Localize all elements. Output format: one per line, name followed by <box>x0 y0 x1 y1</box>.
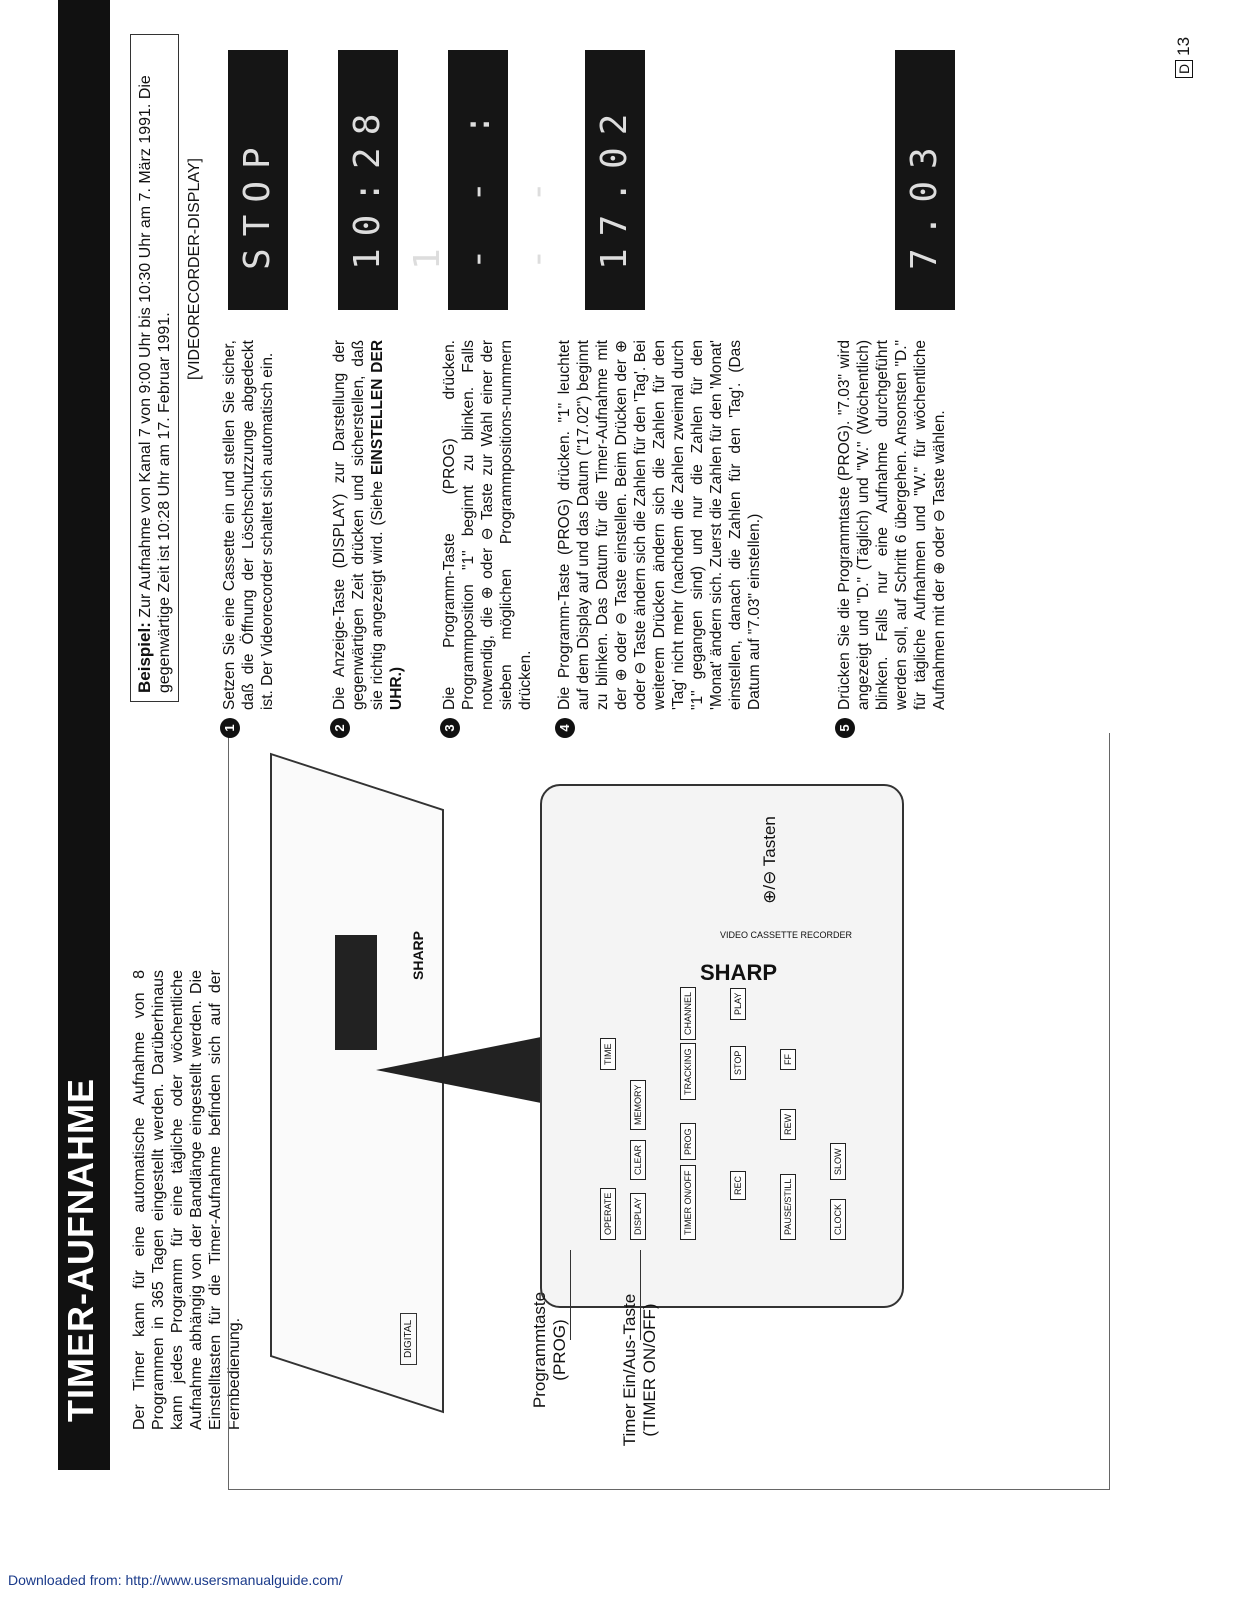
remote-btn-stop: STOP <box>730 1046 746 1080</box>
remote-btn-ff: FF <box>780 1049 796 1070</box>
remote-subtitle: VIDEO CASSETTE RECORDER <box>720 930 853 940</box>
step-number: 3 <box>440 718 460 738</box>
remote-btn-pause: PAUSE/STILL <box>780 1174 796 1240</box>
remote-btn-rec: REC <box>730 1171 746 1200</box>
step-bold-ref: EINSTELLEN DER UHR.) <box>369 339 405 710</box>
step-text: Die Anzeige-Taste (DISPLAY) zur Darstellung der gegenwärtigen Zeit drücken und sicherstellen, daß sie richtig angezeigt wird. (Siehe <box>331 340 386 710</box>
step-number: 4 <box>555 718 575 738</box>
step-text: Setzen Sie eine Cassette ein und stellen Sie sicher, daß die Öffnung der Löschschutzzunge abgedeckt ist. Der Videorecorder schaltet sich automatisch ein. <box>221 340 276 710</box>
example-label: Beispiel: <box>135 622 154 693</box>
example-box <box>130 34 179 702</box>
remote-btn-play: PLAY <box>730 988 746 1020</box>
label-plus-minus: ⊕/⊖ Tasten <box>760 816 779 904</box>
vcr-digital-label: DIGITAL <box>400 1313 417 1365</box>
step-text: Drücken Sie die Programmtaste (PROG). "7.03" wird angezeigt und "D." (Täglich) und "W." (Wöchentlich) blinken. Falls nur eine Aufnahme durchgeführt werden soll, auf Schritt 6 übergehen. Ansonsten "D." für tägliche Aufnahmen und "W." für wöchentliche Aufnahmen mit der ⊕ oder ⊖ Taste wählen. <box>836 340 948 710</box>
remote-btn-display: DISPLAY <box>630 1193 646 1240</box>
step-1 <box>220 340 277 732</box>
remote-btn-operate: OPERATE <box>600 1188 616 1240</box>
step-3 <box>440 340 535 732</box>
display-step-1: STOP <box>228 50 288 310</box>
display-step-2: 10:28 1 <box>338 50 398 310</box>
remote-brand-logo: SHARP <box>700 960 778 985</box>
page-number <box>1174 37 1194 78</box>
remote-btn-memory: MEMORY <box>630 1080 646 1130</box>
remote-btn-clear: CLEAR <box>630 1140 646 1180</box>
remote-btn-tracking: TRACKING <box>680 1043 696 1100</box>
vcr-display-window <box>335 935 377 1050</box>
step-2 <box>330 339 406 732</box>
remote-btn-timer: TIMER ON/OFF <box>680 1166 696 1241</box>
display-caption: [VIDEORECORDER-DISPLAY] <box>186 158 203 380</box>
remote-control-illustration <box>540 784 904 1308</box>
intro-paragraph: Der Timer kann für eine automatische Aufnahme von 8 Programmen in 365 Tagen eingestellt werden. Darüberhinaus kann jedes Programm für eine tägliche oder wöchentliche Aufnahme abhängig von der Bandlänge eingestellt werden. Die Einstelltasten für die Timer-Aufnahme befinden sich auf der Fernbedienung. <box>131 970 243 1430</box>
step-number: 1 <box>220 718 240 738</box>
page-letter-box: D <box>1175 60 1193 78</box>
display-step-5: 7.03 <box>895 50 955 310</box>
example-text: Zur Aufnahme von Kanal 7 von 9:00 Uhr bis 10:30 Uhr am 7. März 1991. Die gegenwärtige Zeit ist 10:28 Uhr am 17. Februar 1991. <box>137 75 173 693</box>
step-number: 5 <box>835 718 855 738</box>
remote-btn-slow: SLOW <box>830 1143 846 1180</box>
remote-btn-rew: REW <box>780 1109 796 1140</box>
label-prog: Programmtaste (PROG) <box>530 1291 569 1409</box>
source-footer: Downloaded from: http://www.usersmanualguide.com/ <box>8 1572 343 1588</box>
step-text: Die Programm-Taste (PROG) drücken. "1" leuchtet auf dem Display auf und das Datum ("17.02") beginnt zu blinken. Das Datum für die Timer-Aufnahme mit der ⊕ oder ⊖ Taste einstellen. Beim Drücken der ⊕ oder ⊖ Taste ändern sich die Zahlen für den 'Tag'. Bei weiterem Drücken ändern sich die Zahlen für den 'Tag' nicht mehr (nachdem die Zahlen zweimal durch "1" gegangen sind) und nur die Zahlen für den 'Monat' ändern sich. Zuerst die Zahlen für den 'Monat' einstellen, danach die Zahlen für den 'Tag'. (Das Datum auf "7.03" einstellen.) <box>556 340 763 710</box>
remote-btn-channel: CHANNEL <box>680 987 696 1040</box>
remote-btn-clock: CLOCK <box>830 1199 846 1240</box>
step-4 <box>555 340 764 732</box>
vcr-brand-logo: SHARP <box>410 930 426 980</box>
label-timer: Timer Ein/Aus-Taste (TIMER ON/OFF) <box>620 1293 659 1447</box>
leader-line-prog <box>570 1250 571 1340</box>
page-number-value: 13 <box>1174 36 1193 56</box>
step-text: Die Programm-Taste (PROG) drücken. Programmposition "1" beginnt zu blinken. Falls notwendig, die ⊕ oder ⊖ Taste zur Wahl einer der sieben möglichen Programmpositions-nummern drücken. <box>441 340 534 710</box>
remote-btn-prog: PROG <box>680 1123 696 1160</box>
page-title: TIMER-AUFNAHME <box>60 1078 101 1422</box>
step-5 <box>835 340 949 732</box>
display-step-3: - - : - - <box>448 50 508 310</box>
step-number: 2 <box>330 718 350 738</box>
display-step-4: 17.02 <box>585 50 645 310</box>
remote-btn-time: TIME <box>600 1039 616 1071</box>
